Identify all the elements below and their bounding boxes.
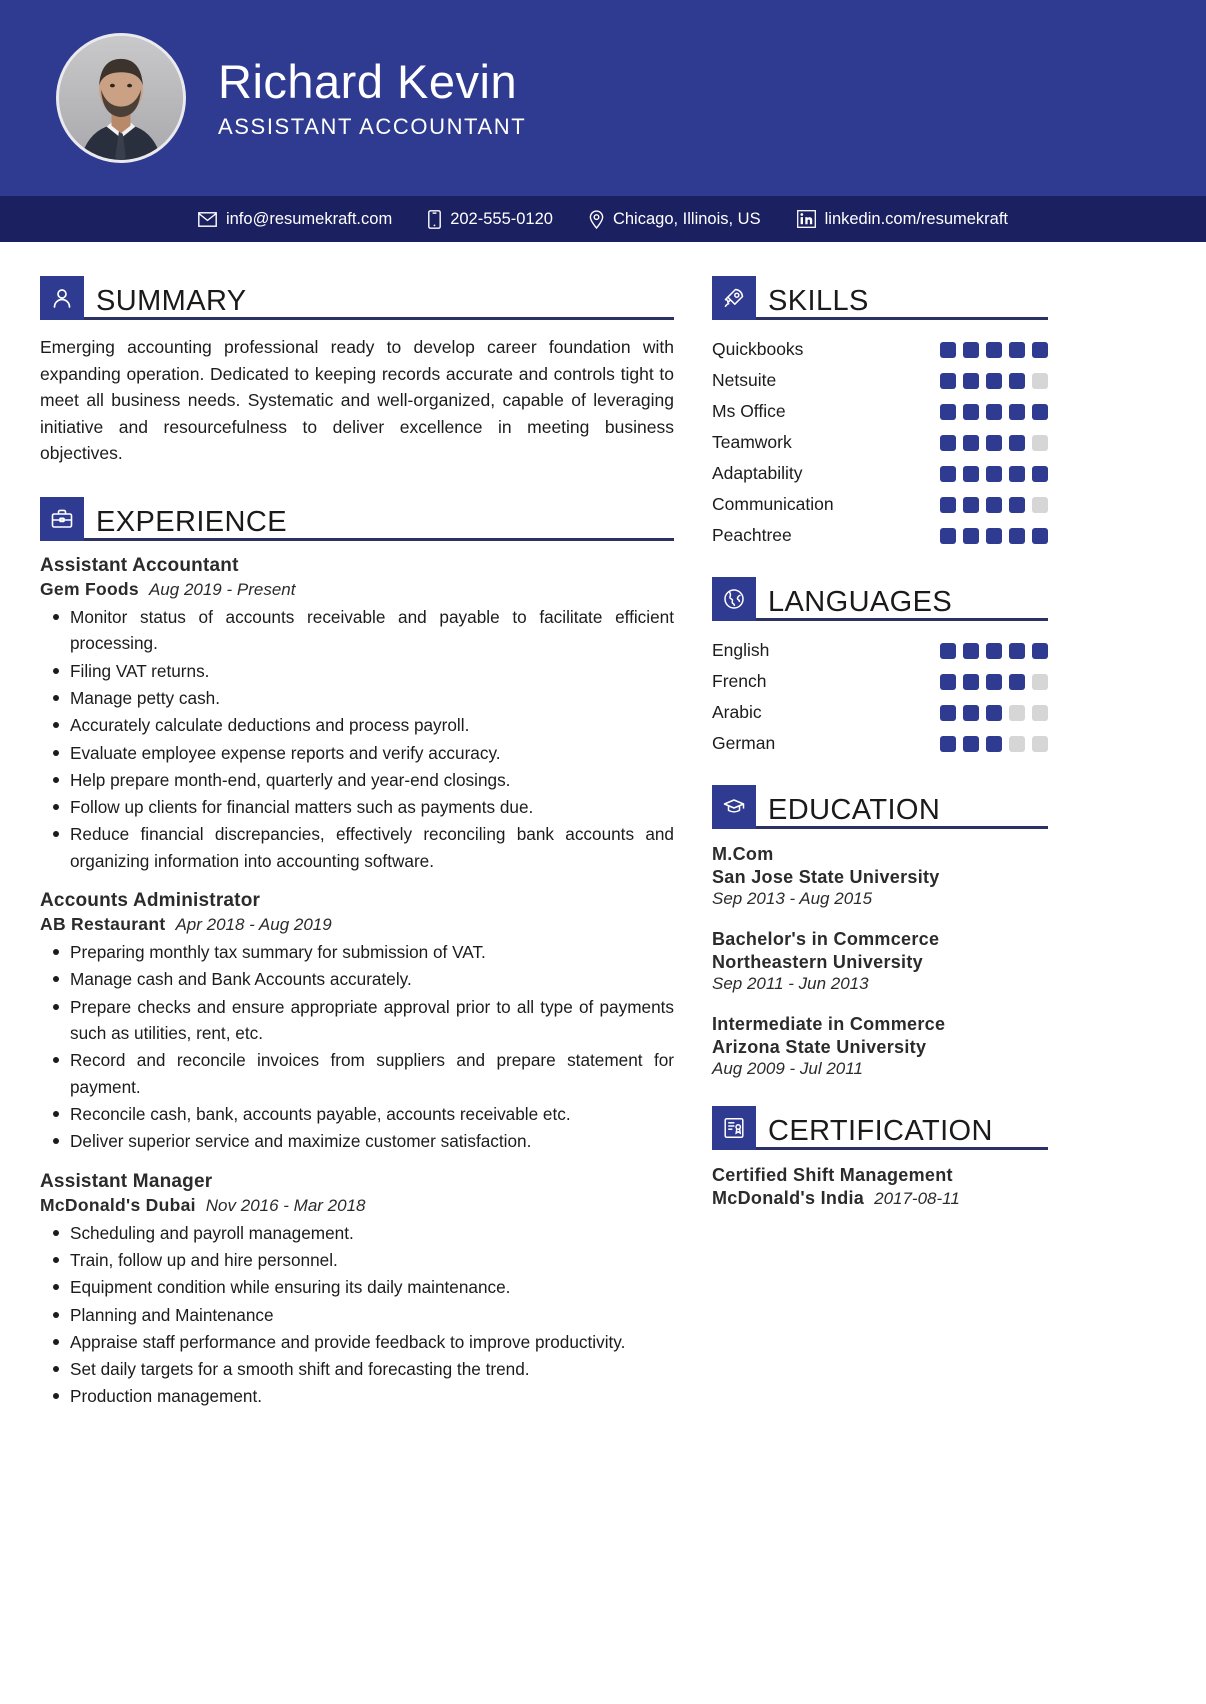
language-rating-dot xyxy=(963,736,979,752)
job-bullet: Preparing monthly tax summary for submission of VAT. xyxy=(40,939,674,965)
skill-rating-dot xyxy=(1032,373,1048,389)
certification-date: 2017-08-11 xyxy=(874,1188,960,1208)
job-company: Gem Foods xyxy=(40,578,139,599)
skill-rating-dot xyxy=(940,497,956,513)
section-title-education: EDUCATION xyxy=(768,794,941,826)
language-rating-dot xyxy=(963,705,979,721)
skill-rating-dot xyxy=(1009,435,1025,451)
skill-row xyxy=(712,520,1048,551)
skill-rating-dot xyxy=(986,373,1002,389)
job-bullets xyxy=(40,1220,674,1410)
skill-rating-dot xyxy=(963,466,979,482)
job-bullet: Train, follow up and hire personnel. xyxy=(40,1247,674,1273)
job-bullet: Equipment condition while ensuring its daily maintenance. xyxy=(40,1274,674,1300)
language-rating-dot xyxy=(1009,643,1025,659)
job-meta xyxy=(40,1195,674,1216)
language-rating-dot xyxy=(963,643,979,659)
skill-rating xyxy=(940,373,1048,389)
section-header-summary xyxy=(40,276,674,320)
education-item xyxy=(712,928,1048,995)
skills-list xyxy=(712,334,1048,551)
job-bullet: Prepare checks and ensure appropriate approval prior to all type of payments such as utilities, rent, etc. xyxy=(40,994,674,1047)
contact-linkedin-text: linkedin.com/resumekraft xyxy=(824,209,1009,228)
job-bullet: Accurately calculate deductions and process payroll. xyxy=(40,712,674,738)
job-bullet: Scheduling and payroll management. xyxy=(40,1220,674,1246)
job-bullet: Deliver superior service and maximize customer satisfaction. xyxy=(40,1128,674,1154)
job-role: Accounts Administrator xyxy=(40,890,261,912)
education-item xyxy=(712,843,1048,910)
skill-row xyxy=(712,334,1048,365)
job-bullet: Monitor status of accounts receivable and payable to facilitate efficient processing. xyxy=(40,604,674,657)
skill-rating-dot xyxy=(1009,528,1025,544)
job-role: Assistant Manager xyxy=(40,1170,213,1192)
identity-block xyxy=(218,56,526,140)
job-bullet: Production management. xyxy=(40,1383,674,1409)
avatar xyxy=(56,33,186,163)
education-degree: Bachelor's in Commcerce xyxy=(712,929,940,950)
section-title-languages: LANGUAGES xyxy=(768,586,953,618)
certification-org: McDonald's India xyxy=(712,1187,865,1208)
job-bullet: Reduce financial discrepancies, effectively reconciling bank accounts and organizing information into accounting software. xyxy=(40,821,674,874)
left-column xyxy=(40,276,674,1426)
skill-rating-dot xyxy=(940,342,956,358)
section-rule xyxy=(84,317,674,320)
job-bullet: Set daily targets for a smooth shift and forecasting the trend. xyxy=(40,1356,674,1382)
skill-row xyxy=(712,458,1048,489)
education-dates: Aug 2009 - Jul 2011 xyxy=(712,1059,863,1079)
job-bullet: Planning and Maintenance xyxy=(40,1302,674,1328)
job-dates: Apr 2018 - Aug 2019 xyxy=(175,915,332,935)
contact-email[interactable] xyxy=(198,210,392,229)
skill-rating-dot xyxy=(1032,404,1048,420)
language-rating-dot xyxy=(986,643,1002,659)
job-bullet: Appraise staff performance and provide feedback to improve productivity. xyxy=(40,1329,674,1355)
skill-rating xyxy=(940,404,1048,420)
skill-label: Adaptability xyxy=(712,463,803,483)
job-meta xyxy=(40,914,674,935)
section-rule xyxy=(756,317,1048,320)
skill-rating-dot xyxy=(963,497,979,513)
linkedin-icon xyxy=(797,210,816,228)
certification-meta xyxy=(712,1188,1048,1209)
job-bullet: Evaluate employee expense reports and verify accuracy. xyxy=(40,740,674,766)
certification-title: Certified Shift Management xyxy=(712,1165,953,1186)
section-header-experience xyxy=(40,497,674,541)
skill-label: Ms Office xyxy=(712,401,786,421)
certificate-icon xyxy=(712,1106,756,1150)
skill-rating xyxy=(940,497,1048,513)
graduation-cap-icon xyxy=(712,785,756,829)
language-rating-dot xyxy=(1009,736,1025,752)
language-rating-dot xyxy=(940,674,956,690)
skill-rating-dot xyxy=(1009,342,1025,358)
language-row xyxy=(712,728,1048,759)
language-rating-dot xyxy=(963,674,979,690)
contact-location[interactable] xyxy=(589,210,761,229)
language-label: German xyxy=(712,733,776,753)
skill-label: Quickbooks xyxy=(712,339,804,359)
section-title-certification: CERTIFICATION xyxy=(768,1115,993,1148)
section-rule xyxy=(84,538,674,541)
job-dates: Aug 2019 - Present xyxy=(148,579,296,599)
skill-rating xyxy=(940,466,1048,482)
language-rating xyxy=(940,643,1048,659)
language-rating-dot xyxy=(940,736,956,752)
language-label: Arabic xyxy=(712,702,762,722)
contact-phone[interactable] xyxy=(428,210,553,229)
skill-rating-dot xyxy=(1032,528,1048,544)
rocket-icon xyxy=(712,276,756,320)
skill-rating-dot xyxy=(986,497,1002,513)
skill-rating-dot xyxy=(1032,342,1048,358)
contact-email-text: info@resumekraft.com xyxy=(225,209,393,228)
section-title-experience: EXPERIENCE xyxy=(96,505,287,538)
skill-row xyxy=(712,396,1048,427)
skill-rating-dot xyxy=(940,528,956,544)
education-school: San Jose State University xyxy=(712,866,940,887)
user-icon xyxy=(40,276,84,320)
certification-item xyxy=(712,1164,1048,1208)
education-item xyxy=(712,1013,1048,1080)
skill-row xyxy=(712,489,1048,520)
job-bullet: Manage cash and Bank Accounts accurately. xyxy=(40,966,674,992)
education-school: Arizona State University xyxy=(712,1036,927,1057)
language-rating xyxy=(940,705,1048,721)
languages-list xyxy=(712,635,1048,759)
globe-icon xyxy=(712,577,756,621)
language-rating-dot xyxy=(1009,705,1025,721)
summary-text: Emerging accounting professional ready to develop career foundation with expanding operation. Dedicated to keeping records accurate and controls tight to meet all business needs. Systematic and well-organized, capable of leveraging initiative and resourcefulness to deliver excellence in meeting business objectives. xyxy=(40,337,674,464)
full-name: Richard Kevin xyxy=(218,55,518,109)
language-rating-dot xyxy=(1032,643,1048,659)
skill-rating-dot xyxy=(1009,373,1025,389)
skill-rating-dot xyxy=(963,373,979,389)
contact-linkedin[interactable] xyxy=(797,210,1008,229)
skill-rating xyxy=(940,528,1048,544)
job-company: McDonald's Dubai xyxy=(40,1194,196,1215)
skill-rating-dot xyxy=(986,342,1002,358)
skill-rating xyxy=(940,342,1048,358)
skill-rating-dot xyxy=(986,528,1002,544)
skill-rating-dot xyxy=(1032,497,1048,513)
skill-rating-dot xyxy=(963,435,979,451)
language-row xyxy=(712,666,1048,697)
skill-rating-dot xyxy=(940,435,956,451)
section-header-education xyxy=(712,785,1048,829)
envelope-icon xyxy=(198,212,217,227)
job-dates: Nov 2016 - Mar 2018 xyxy=(205,1195,366,1215)
language-rating-dot xyxy=(986,736,1002,752)
location-pin-icon xyxy=(589,210,604,229)
contact-bar xyxy=(0,196,1206,242)
language-rating-dot xyxy=(1032,736,1048,752)
skill-rating xyxy=(940,435,1048,451)
job-bullet: Reconcile cash, bank, accounts payable, accounts receivable etc. xyxy=(40,1101,674,1127)
resume-header xyxy=(0,0,1206,196)
briefcase-icon xyxy=(40,497,84,541)
language-rating-dot xyxy=(1032,674,1048,690)
skill-rating-dot xyxy=(963,404,979,420)
skill-rating-dot xyxy=(986,435,1002,451)
education-dates: Sep 2011 - Jun 2013 xyxy=(712,974,869,994)
section-title-skills: SKILLS xyxy=(768,285,869,317)
language-rating xyxy=(940,736,1048,752)
education-dates: Sep 2013 - Aug 2015 xyxy=(712,889,873,908)
language-rating-dot xyxy=(940,705,956,721)
skill-label: Teamwork xyxy=(712,432,792,452)
job-bullet: Record and reconcile invoices from suppliers and prepare statement for payment. xyxy=(40,1047,674,1100)
education-degree: M.Com xyxy=(712,844,774,864)
skill-row xyxy=(712,365,1048,396)
job-bullets xyxy=(40,604,674,874)
section-rule xyxy=(756,1147,1048,1150)
job-role: Assistant Accountant xyxy=(40,554,239,576)
skill-rating-dot xyxy=(1009,497,1025,513)
experience-item xyxy=(40,555,674,874)
skill-rating-dot xyxy=(1032,466,1048,482)
language-row xyxy=(712,635,1048,666)
language-rating-dot xyxy=(986,674,1002,690)
job-bullet: Filing VAT returns. xyxy=(40,658,674,684)
job-bullet: Follow up clients for financial matters such as payments due. xyxy=(40,794,674,820)
language-label: English xyxy=(712,640,770,660)
right-column xyxy=(712,276,1048,1426)
education-school: Northeastern University xyxy=(712,951,923,972)
language-rating-dot xyxy=(986,705,1002,721)
language-rating-dot xyxy=(1009,674,1025,690)
experience-item xyxy=(40,890,674,1155)
resume-body xyxy=(0,242,1206,1426)
skill-rating-dot xyxy=(1009,466,1025,482)
skill-rating-dot xyxy=(963,528,979,544)
contact-phone-text: 202-555-0120 xyxy=(450,209,553,228)
skill-rating-dot xyxy=(940,466,956,482)
skill-rating-dot xyxy=(1009,404,1025,420)
section-title-summary: SUMMARY xyxy=(96,285,247,317)
language-rating xyxy=(940,674,1048,690)
skill-rating-dot xyxy=(940,404,956,420)
language-rating-dot xyxy=(1032,705,1048,721)
phone-icon xyxy=(428,210,441,229)
skill-rating-dot xyxy=(986,404,1002,420)
section-header-languages xyxy=(712,577,1048,621)
skill-rating-dot xyxy=(940,373,956,389)
section-header-certification xyxy=(712,1106,1048,1150)
skill-rating-dot xyxy=(963,342,979,358)
skill-row xyxy=(712,427,1048,458)
skill-rating-dot xyxy=(1032,435,1048,451)
job-bullets xyxy=(40,939,674,1155)
experience-item xyxy=(40,1171,674,1410)
skill-label: Communication xyxy=(712,494,834,514)
section-rule xyxy=(756,618,1048,621)
skill-label: Netsuite xyxy=(712,370,777,390)
skill-label: Peachtree xyxy=(712,525,792,545)
language-rating-dot xyxy=(940,643,956,659)
job-bullet: Help prepare month-end, quarterly and year-end closings. xyxy=(40,767,674,793)
job-bullet: Manage petty cash. xyxy=(40,685,674,711)
education-degree: Intermediate in Commerce xyxy=(712,1014,946,1035)
section-header-skills xyxy=(712,276,1048,320)
job-company: AB Restaurant xyxy=(40,914,166,935)
section-rule xyxy=(756,826,1048,829)
contact-location-text: Chicago, Illinois, US xyxy=(612,209,761,228)
skill-rating-dot xyxy=(986,466,1002,482)
language-row xyxy=(712,697,1048,728)
job-title: ASSISTANT ACCOUNTANT xyxy=(218,113,527,139)
language-label: French xyxy=(712,671,767,691)
job-meta xyxy=(40,579,674,600)
